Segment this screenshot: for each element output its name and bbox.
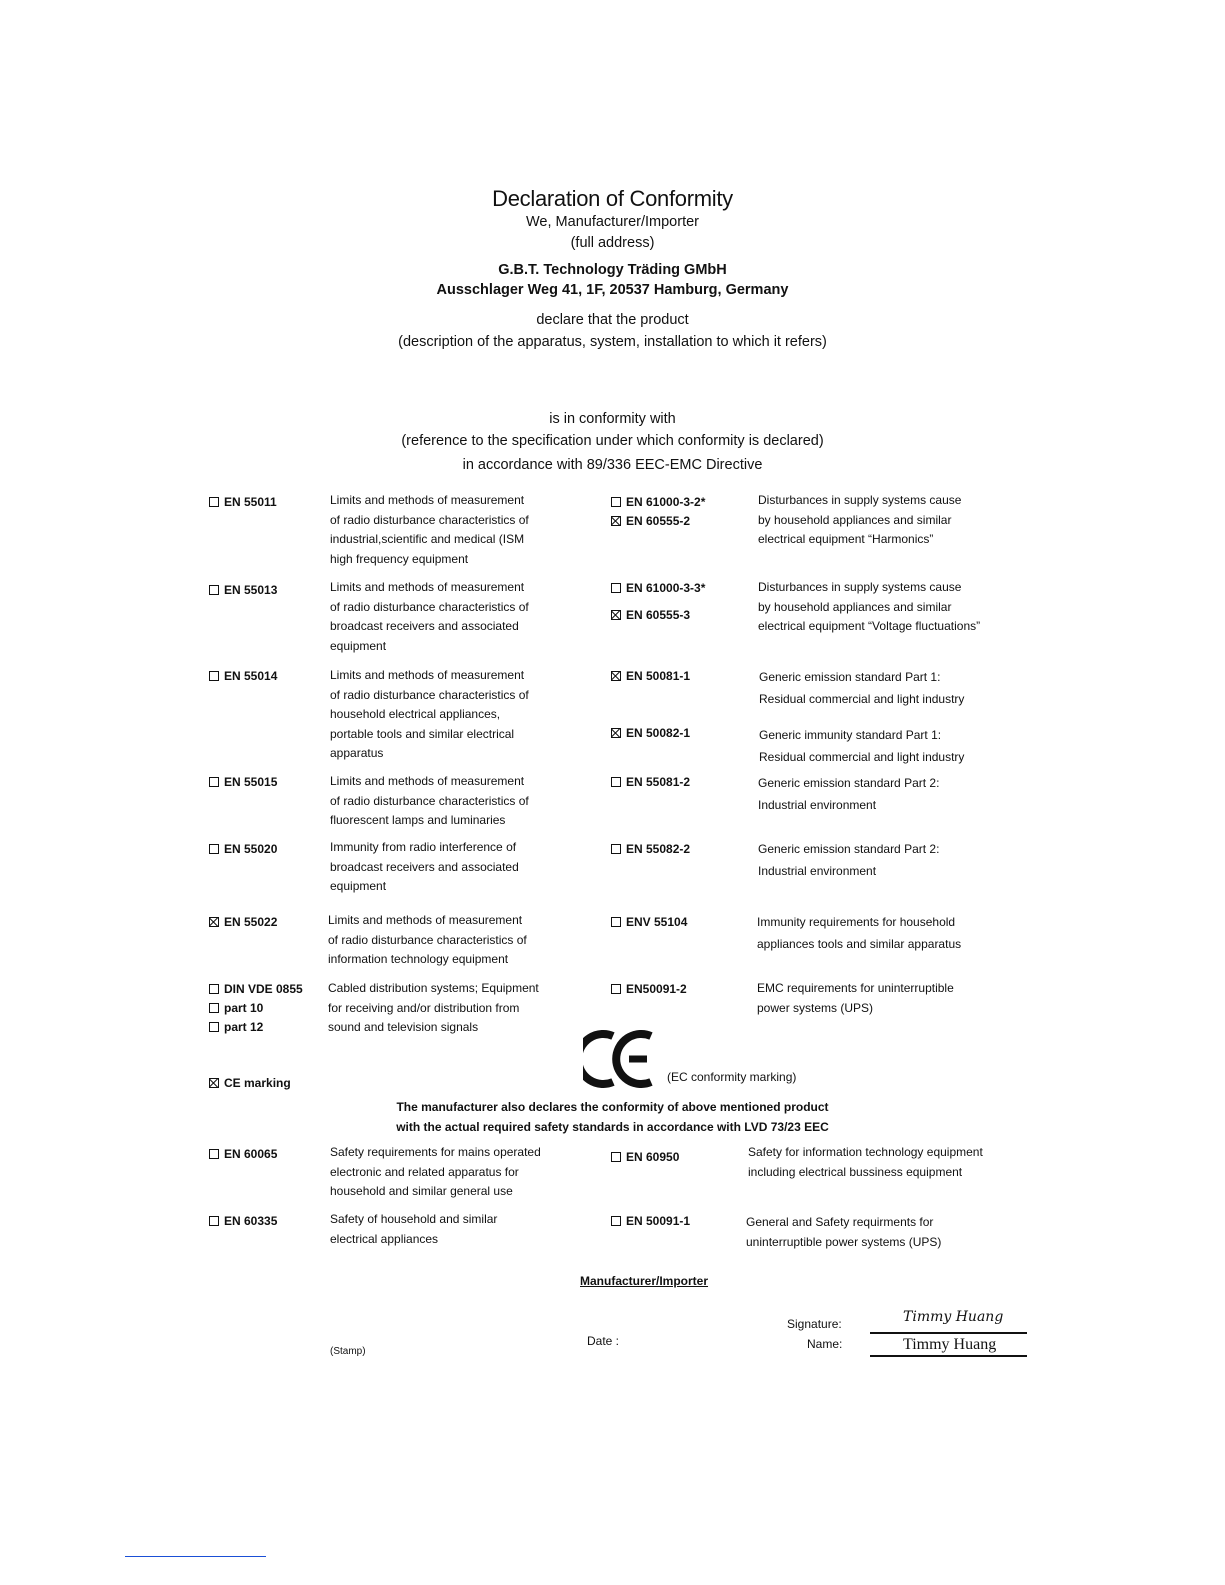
checkbox-checked[interactable] <box>611 516 621 526</box>
standard-en55014-desc: Limits and methods of measurement of radio disturbance characteristics of household electrical appliances, portable tools and similar electrical apparatus <box>330 668 529 761</box>
description-line: (description of the apparatus, system, installation to which it refers) <box>398 334 827 350</box>
standard-din-vde-0855-desc: Cabled distribution systems; Equipment for receiving and/or distribution from sound and television signals <box>328 981 539 1035</box>
name-line <box>870 1355 1027 1357</box>
checkbox-checked[interactable] <box>611 728 621 738</box>
standard-en61000-3-2[interactable]: EN 61000-3-2* <box>611 492 705 512</box>
standard-en50091-1[interactable]: EN 50091-1 <box>611 1211 690 1231</box>
standard-en50091-2[interactable]: EN50091-2 <box>611 979 687 999</box>
checkbox[interactable] <box>611 917 621 927</box>
checkbox[interactable] <box>209 497 219 507</box>
company-address: Ausschlager Weg 41, 1F, 20537 Hamburg, Germany <box>436 282 789 298</box>
manufacturer-importer-label: Manufacturer/Importer <box>580 1274 709 1288</box>
checkbox[interactable] <box>611 1152 621 1162</box>
footer-link-line <box>125 1556 266 1557</box>
date-label: Date : <box>587 1334 620 1348</box>
standard-en50081-1[interactable]: EN 50081-1 <box>611 666 690 686</box>
checkbox-checked[interactable] <box>611 671 621 681</box>
standard-en55082-2[interactable]: EN 55082-2 <box>611 839 690 859</box>
voltage-fluctuations-desc: Disturbances in supply systems cause by household appliances and similar electrical equipment “Voltage fluctuations” <box>758 580 981 634</box>
signature-line <box>870 1332 1027 1334</box>
checkbox[interactable] <box>209 1216 219 1226</box>
name-label: Name: <box>807 1337 843 1351</box>
checkbox[interactable] <box>209 844 219 854</box>
standard-en55013-desc: Limits and methods of measurement of radio disturbance characteristics of broadcast receivers and associated equipment <box>330 580 529 653</box>
checkbox-checked[interactable] <box>611 610 621 620</box>
checkbox[interactable] <box>611 777 621 787</box>
standard-en55015-desc: Limits and methods of measurement of radio disturbance characteristics of fluorescent lamps and luminaries <box>330 774 529 828</box>
standard-en55014[interactable]: EN 55014 <box>209 666 277 686</box>
standard-en55022[interactable]: EN 55022 <box>209 912 277 932</box>
signature: Timmy Huang <box>903 1309 1004 1325</box>
safety-header-line1: The manufacturer also declares the conformity of above mentioned product <box>396 1100 829 1114</box>
emission-part2b-desc: Generic emission standard Part 2: Industrial environment <box>758 842 940 878</box>
checkbox[interactable] <box>611 844 621 854</box>
document-title: Declaration of Conformity <box>492 186 733 211</box>
standard-en55022-desc: Limits and methods of measurement of radio disturbance characteristics of information technology equipment <box>328 913 527 967</box>
standard-din-vde-0855[interactable]: DIN VDE 0855 <box>209 979 303 999</box>
ce-marking[interactable]: CE marking <box>209 1073 291 1093</box>
checkbox[interactable] <box>209 671 219 681</box>
standard-en61000-3-3[interactable]: EN 61000-3-3* <box>611 578 705 598</box>
ce-logo-icon <box>583 1030 655 1088</box>
standard-en60555-3[interactable]: EN 60555-3 <box>611 605 690 625</box>
standard-en55020[interactable]: EN 55020 <box>209 839 277 859</box>
manufacturer-line: We, Manufacturer/Importer <box>526 214 699 230</box>
declare-line: declare that the product <box>536 312 689 328</box>
immunity-household-desc: Immunity requirements for household appliances tools and similar apparatus <box>757 915 962 951</box>
signature-label: Signature: <box>787 1317 842 1331</box>
standard-en60065[interactable]: EN 60065 <box>209 1144 277 1164</box>
checkbox[interactable] <box>209 1022 219 1032</box>
checkbox[interactable] <box>209 1149 219 1159</box>
reference-line: (reference to the specification under which conformity is declared) <box>401 433 824 449</box>
standard-en60950[interactable]: EN 60950 <box>611 1147 679 1167</box>
standard-en50082-1[interactable]: EN 50082-1 <box>611 723 690 743</box>
checkbox[interactable] <box>611 1216 621 1226</box>
checkbox[interactable] <box>209 585 219 595</box>
stamp-label: (Stamp) <box>330 1346 366 1357</box>
harmonics-desc: Disturbances in supply systems cause by household appliances and similar electrical equipment “Harmonics” <box>758 493 962 547</box>
conformity-line: is in conformity with <box>549 411 676 427</box>
standard-en50091-1-desc: General and Safety requirments for uninterruptible power systems (UPS) <box>746 1215 942 1249</box>
standard-en60950-desc: Safety for information technology equipment including electrical bussiness equipment <box>748 1145 983 1179</box>
standard-en55020-desc: Immunity from radio interference of broadcast receivers and associated equipment <box>330 840 519 894</box>
standard-en55013[interactable]: EN 55013 <box>209 580 277 600</box>
ups-emc-desc: EMC requirements for uninterruptible power systems (UPS) <box>757 981 954 1015</box>
checkbox-checked[interactable] <box>209 1078 219 1088</box>
standard-part-12[interactable]: part 12 <box>209 1017 263 1037</box>
ce-caption: (EC conformity marking) <box>667 1070 797 1084</box>
checkbox[interactable] <box>209 1003 219 1013</box>
checkbox[interactable] <box>209 777 219 787</box>
checkbox[interactable] <box>209 984 219 994</box>
safety-header-line2: with the actual required safety standards in accordance with LVD 73/23 EEC <box>396 1120 829 1134</box>
company-name: G.B.T. Technology Träding GMbH <box>498 262 727 278</box>
standard-en60335-desc: Safety of household and similar electrical appliances <box>330 1212 498 1246</box>
standard-en60555-2[interactable]: EN 60555-2 <box>611 511 690 531</box>
standard-en55011-desc: Limits and methods of measurement of radio disturbance characteristics of industrial,scientific and medical (ISM high frequency equipment <box>330 493 529 566</box>
standard-en55081-2[interactable]: EN 55081-2 <box>611 772 690 792</box>
standard-en55015[interactable]: EN 55015 <box>209 772 277 792</box>
standard-en60065-desc: Safety requirements for mains operated electronic and related apparatus for household and similar general use <box>330 1145 541 1199</box>
signer-name: Timmy Huang <box>903 1336 997 1353</box>
checkbox-checked[interactable] <box>209 917 219 927</box>
standard-en55011[interactable]: EN 55011 <box>209 492 277 512</box>
directive-line: in accordance with 89/336 EEC-EMC Directive <box>462 457 763 473</box>
checkbox[interactable] <box>611 583 621 593</box>
standard-env55104[interactable]: ENV 55104 <box>611 912 687 932</box>
checkbox[interactable] <box>611 497 621 507</box>
emission-part1-desc: Generic emission standard Part 1: Residual commercial and light industry <box>759 670 965 706</box>
emission-part2-desc: Generic emission standard Part 2: Industrial environment <box>758 776 940 812</box>
standard-en60335[interactable]: EN 60335 <box>209 1211 277 1231</box>
checkbox[interactable] <box>611 984 621 994</box>
immunity-part1-desc: Generic immunity standard Part 1: Residual commercial and light industry <box>759 728 965 764</box>
standard-part-10[interactable]: part 10 <box>209 998 263 1018</box>
full-address-line: (full address) <box>570 235 655 251</box>
